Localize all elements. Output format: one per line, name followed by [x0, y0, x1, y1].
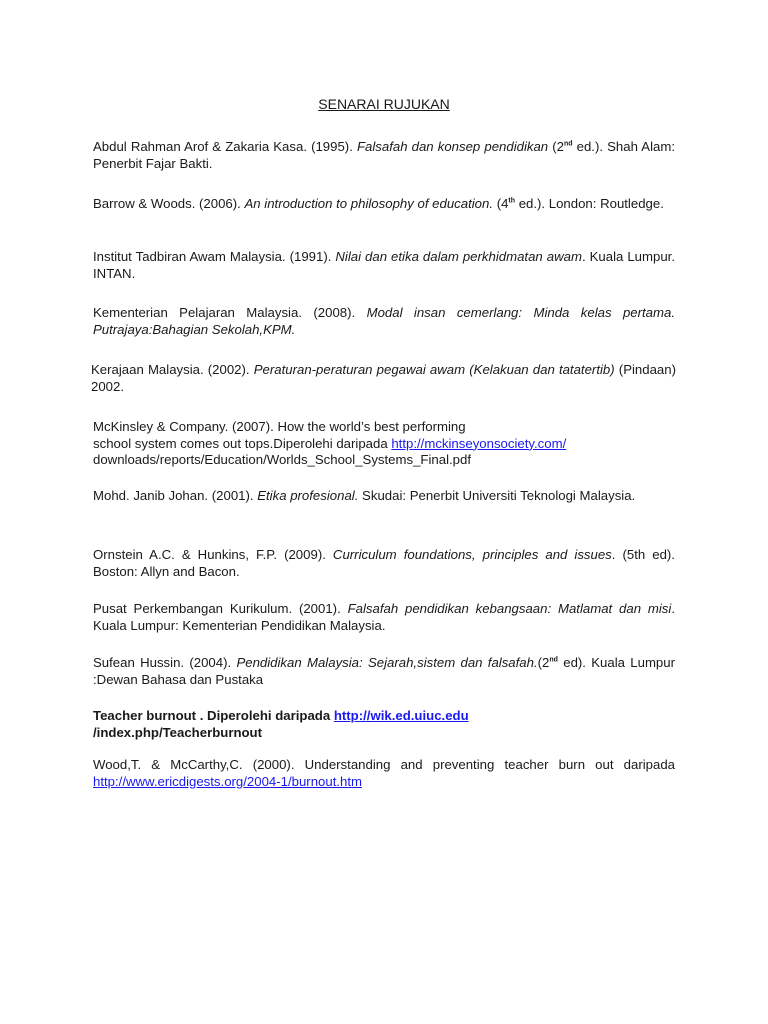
reference-text: ed.). Shah Alam: Penerbit Fajar Bakti. [93, 139, 675, 171]
superscript: nd [549, 656, 558, 664]
reference-text: Wood,T. & McCarthy,C. (2000). Understanding and preventing teacher burn out daripada [93, 757, 675, 772]
reference-text: . (5th ed). Boston: Allyn and Bacon. [93, 547, 675, 579]
reference-line [93, 436, 675, 453]
reference-text: Abdul Rahman Arof & Zakaria Kasa. (1995). [93, 139, 357, 154]
page-title: SENARAI RUJUKAN [318, 96, 450, 112]
reference-link[interactable]: http://mckinseyonsociety.com/ [391, 435, 567, 451]
reference-link[interactable]: http://www.ericdigests.org/2004-1/burnout.htm [93, 773, 363, 789]
reference-entry [93, 601, 675, 634]
superscript: th [508, 197, 516, 205]
reference-title: Modal insan cemerlang: Minda kelas pertama. Putrajaya:Bahagian Sekolah,KPM. [93, 305, 675, 337]
reference-title: An introduction to philosophy of education. [244, 196, 494, 211]
reference-line: McKinsley & Company. (2007). How the world’s best performing [93, 419, 466, 434]
reference-text: (Pindaan) 2002. [91, 362, 676, 394]
reference-text: school system comes out tops.Diperolehi daripada [93, 435, 392, 451]
reference-title: Nilai dan etika dalam perkhidmatan awam [335, 249, 582, 264]
reference-entry [93, 488, 675, 505]
reference-line [93, 708, 675, 725]
reference-entry [93, 547, 675, 580]
reference-text: (2 [548, 139, 564, 154]
reference-entry [93, 196, 675, 213]
reference-text: Barrow & Woods. (2006). [93, 196, 245, 211]
reference-title: Pendidikan Malaysia: Sejarah,sistem dan falsafah. [236, 655, 538, 670]
reference-entry [93, 757, 675, 790]
reference-line: /index.php/Teacherburnout [93, 724, 263, 740]
reference-link[interactable]: http://wik.ed.uiuc.edu [333, 708, 469, 723]
reference-text: Kerajaan Malaysia. (2002). [91, 362, 254, 377]
reference-title: Falsafah pendidikan kebangsaan: Matlamat dan misi [347, 601, 672, 616]
reference-entry [93, 249, 675, 282]
reference-text: Institut Tadbiran Awam Malaysia. (1991). [93, 249, 336, 264]
reference-text: Pusat Perkembangan Kurikulum. (2001). [93, 601, 348, 616]
reference-line: downloads/reports/Education/Worlds_School_Systems_Final.pdf [93, 452, 472, 467]
reference-text: Skudai: Penerbit Universiti Teknologi Malaysia. [358, 488, 636, 503]
reference-entry [91, 362, 676, 395]
superscript: nd [563, 140, 573, 148]
reference-text: (4 [493, 196, 509, 211]
reference-entry [93, 708, 675, 741]
reference-title: Etika profesional. [257, 488, 359, 503]
reference-text: Teacher burnout . Diperolehi daripada [93, 708, 334, 723]
reference-text: (2 [537, 655, 550, 670]
reference-text: ed). Kuala Lumpur :Dewan Bahasa dan Pustaka [93, 655, 675, 687]
reference-text: Ornstein A.C. & Hunkins, F.P. (2009). [93, 547, 333, 562]
reference-title: Peraturan-peraturan pegawai awam (Kelakuan dan tatatertib) [253, 362, 615, 377]
reference-title: Falsafah dan konsep pendidikan [356, 139, 549, 154]
reference-text: Kementerian Pelajaran Malaysia. (2008). [93, 305, 367, 320]
reference-title: Curriculum foundations, principles and issues [332, 547, 612, 562]
reference-text: . Kuala Lumpur: Kementerian Pendidikan Malaysia. [93, 601, 675, 633]
reference-text: ed.). London: Routledge. [515, 196, 664, 211]
reference-entry [93, 419, 675, 469]
reference-entry [93, 655, 675, 688]
reference-entry [93, 305, 675, 338]
reference-entry [93, 139, 675, 172]
reference-text: Mohd. Janib Johan. (2001). [93, 488, 258, 503]
reference-text: . Kuala Lumpur. INTAN. [93, 249, 675, 281]
reference-text: Sufean Hussin. (2004). [93, 655, 237, 670]
